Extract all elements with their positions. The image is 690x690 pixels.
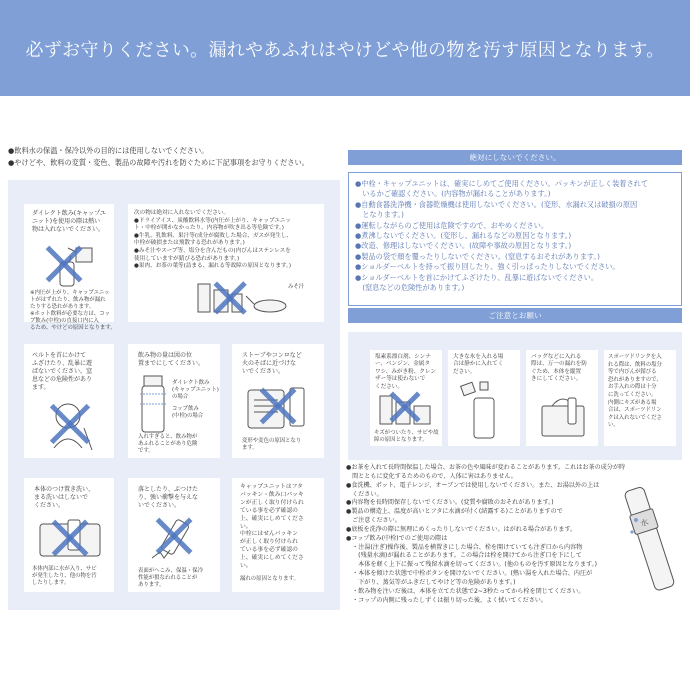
- card-stove-danger: [232, 344, 324, 458]
- card-note-line: 本体内部に水が入り、サビ: [32, 566, 97, 572]
- intro-notes: [8, 145, 338, 168]
- care-item: ・コップの内側に残ったしずくは振り切った後、よく拭いてください。: [346, 596, 547, 604]
- card-text-line: が正しく取り付けられ: [240, 539, 298, 546]
- warning-item: ●製品の袋で顔を覆ったりしないでください。(窒息するおそれがあります。): [355, 251, 600, 261]
- card-text-line: スポーツドリンクを入: [608, 354, 662, 360]
- care-item: ・飲み物を注いだ後は、本体を立てた状態で2~3秒たってから栓を閉じてください。: [346, 587, 585, 595]
- card-note-line: 変形や変色の原因となり: [242, 438, 302, 444]
- card-text-line: ダイレクト飲み(キャップユ: [32, 210, 106, 217]
- care-header: [348, 308, 682, 323]
- card-text-line: 置までにしてください。: [138, 360, 205, 367]
- warning-item: (窒息などの危険性があります。): [355, 283, 465, 293]
- card-text-line: 中栓にはせんパッキン: [240, 531, 298, 538]
- card-text-line: 塩素系漂白剤、シンナ: [375, 354, 431, 360]
- card-text-line: ●牛乳、乳飲料、果汁等(成分が腐敗した場合、ガスが発生し、: [134, 232, 293, 239]
- card-text-line: 等で内びんが錆びる: [608, 369, 657, 376]
- card-note-line: です。: [138, 448, 154, 454]
- card-fill-amount: [128, 344, 220, 458]
- care-item: 間とともに変化するためのもので、人体に害はありません。: [346, 472, 517, 480]
- card-text-line: ●みそ汁やスープ等、塩分を含んだもの(内びんはステンレスを: [134, 247, 291, 254]
- care-item: ●お茶を入れて長時間保温した場合、お茶の色や風味が変わることがあります。これはお茶の成分が時: [346, 464, 626, 471]
- care-item: 本体を軽く上下に振って残留水滴を切ってください。(他のものを汚す原因となります。): [346, 561, 598, 569]
- card-text-line: ●ドライアイス、炭酸飲料水等(内圧が上がり、キャップユニッ: [134, 217, 291, 224]
- care-item: ください。: [346, 490, 383, 498]
- card-text-line: ベルトを首にかけて: [32, 352, 87, 359]
- care-item: (残量水滴)が漏れることがあります。この場合は栓を開けてから注ぎ口を下にして: [346, 552, 582, 560]
- card-text-line: 使用していますが錆びる恐れがあります。): [134, 255, 240, 262]
- tilted-bottle-icon: [622, 480, 680, 600]
- card-text-line: 合は、スポーツドリン: [608, 407, 662, 414]
- prohibited-x-icon: [52, 520, 88, 556]
- card-text-line: まる洗いはしないで: [34, 494, 89, 501]
- card-text-line: 上、確実にしめてくださ: [240, 555, 304, 562]
- bag-icon: [538, 390, 588, 440]
- card-note-line: 入れすぎると、飲み物が: [138, 434, 198, 440]
- care-item: ●内容物を長時間保存しないでください。(変質や腐敗のおそれがあります。): [346, 499, 554, 507]
- card-note-line: 表面がへこみ、保温・保冷: [138, 568, 204, 574]
- card-cap-check: [232, 478, 324, 592]
- card-bag-upright: [526, 350, 598, 446]
- card-note-line: たりする恐れがあります。: [30, 304, 95, 310]
- card-text-line: 次の物は絶対に入れないでください。: [134, 210, 230, 216]
- care-item: ご注意ください。: [346, 517, 401, 525]
- card-prohibited-contents: [128, 204, 324, 322]
- card-text-line: お手入れの際は十分: [608, 384, 657, 391]
- card-text-line: 合は静かに入れてく: [453, 361, 504, 368]
- card-text-line: に洗ってください。: [608, 391, 657, 398]
- card-text-line: ●果肉、お茶の葉等(詰まる、漏れる等故障の原因となります。): [134, 263, 292, 270]
- card-note-line: るため、やけどの原因となります。: [30, 325, 116, 331]
- fill-label: (中栓)の場合: [172, 413, 204, 419]
- card-text-line: い。: [240, 523, 252, 530]
- care-item: ●食洗機、ポット、電子レンジ、オーブンでは使用しないでください。また、お湯以外の上は: [346, 481, 600, 489]
- card-text-line: ト・中栓が開かなかったり、内容物が吹き出る等危険です。): [134, 225, 284, 232]
- card-note-line: トがはずれたり、飲み物が漏れ: [30, 297, 106, 303]
- card-text-line: 内側にキズがある場: [608, 399, 657, 406]
- bottle-fill-level-icon: [138, 374, 168, 434]
- illustrated-cautions-panel: [8, 180, 340, 610]
- card-text-line: きにしてください。: [531, 376, 582, 383]
- card-ice-gently: [448, 350, 520, 446]
- card-text-line: ください。: [375, 383, 403, 390]
- card-note-line: キズがついたり、サビや故: [374, 430, 439, 436]
- card-no-bleach: [370, 350, 442, 446]
- warning-header-text: 絶対にしないでください。: [469, 153, 561, 162]
- card-text-line: ザー等は使わないで: [375, 376, 426, 383]
- warning-item: ●煮沸しないでください。(変形し、漏れるなどの原因となります。): [355, 231, 572, 241]
- prohibited-x-icon: [156, 518, 192, 554]
- card-no-soak-wash: [24, 478, 114, 592]
- intro-line: ●飲料水の保温・保冷以外の目的には使用しないでください。: [8, 146, 209, 155]
- card-text-line: 息などの危険性があり: [32, 376, 93, 383]
- fill-label: (キャップユニット): [172, 387, 219, 393]
- card-text-line: ンが正しく取り付けられ: [240, 499, 304, 506]
- card-text-line: ワシ、みがき粉、クレン: [375, 368, 436, 375]
- card-text-line: 中栓が破損または飛散する恐れがあります。): [134, 240, 245, 247]
- card-text-line: 物は入れないでください。: [32, 226, 105, 233]
- card-text-line: 本体のつけ置き洗い、: [34, 486, 95, 493]
- card-sports-drink: [604, 350, 676, 446]
- care-item: ・注湯(注ぎ)操作後、製品を横置きにした場合、栓を開けていても注ぎ口から内容物: [346, 543, 583, 551]
- card-text-line: ばないでください。窒: [32, 368, 93, 375]
- card-note-line: ます。: [242, 445, 258, 451]
- prohibited-x-icon: [50, 404, 90, 444]
- card-text-line: キャップユニットはフタ: [240, 484, 303, 490]
- card-text-line: い。: [240, 563, 252, 570]
- warning-item: ●ショルダーベルトを持って振り回したり、強く引っぱったりしないでください。: [355, 262, 620, 272]
- warning-item: ●中栓・キャップユニットは、確実にしめてご使用ください。パッキンが正しく装着されて: [355, 179, 649, 188]
- card-text-line: ニット)を使用の際は熱い: [32, 218, 101, 225]
- warning-list-box: [348, 172, 682, 306]
- ice-into-bottle-icon: [458, 380, 510, 440]
- prohibited-x-icon: [390, 392, 420, 422]
- card-note-line: プ飲み(中栓)の直接口内に入: [30, 318, 99, 324]
- warning-item: ●自動食器洗浄機・食器乾燥機は使用しないでください。(変形、水漏れ又は破損の原因: [355, 199, 638, 209]
- care-item: ●コップ飲み(中栓)でのご使用の際は: [346, 534, 448, 542]
- card-text-line: ストーブやコンロなど: [242, 352, 302, 359]
- card-note-line: が発生したり、他の物を汚: [32, 573, 97, 579]
- card-text-line: パッキン・飲み口パッキ: [240, 491, 304, 498]
- care-item: ●製品の構造上、温度が高いとフタに水滴が付く(結露する)ことがありますので: [346, 508, 563, 516]
- warning-banner: [0, 0, 690, 96]
- card-note-line: 障の原因となります。: [374, 437, 428, 443]
- misoshiru-label: みそ汁: [288, 284, 305, 290]
- prohibited-x-icon: [214, 282, 246, 314]
- card-direct-drink: [24, 204, 116, 331]
- care-item: ●底板を洗浄の際に無理にめくったりしないでください。はがれる場合があります。: [346, 525, 577, 533]
- banner-title: 必ずお守りください。漏れやあふれはやけどや他の物を汚す原因となります。: [25, 40, 665, 61]
- fill-label: コップ飲み: [172, 406, 199, 412]
- care-illustrated-panel: [348, 332, 682, 460]
- fill-label: ダイレクト飲み: [172, 380, 210, 386]
- card-text-line: 恐れがありますので、: [608, 376, 662, 383]
- care-item: 下がり、蒸気等がふきだしてやけど等の危険があります。): [346, 578, 516, 586]
- card-text-line: 際は、万一の漏れを防: [531, 361, 587, 368]
- card-text-line: いでください。: [242, 368, 285, 375]
- card-note-line: ※ホット飲料が必要な方は、コッ: [30, 311, 110, 317]
- prohibited-x-icon: [46, 246, 82, 282]
- card-text-line: ている事を必ず確認の: [240, 547, 298, 554]
- card-text-line: いでください。: [138, 502, 181, 509]
- card-note-line: したりします。: [32, 580, 70, 586]
- card-text-line: ださい。: [453, 368, 476, 375]
- card-text-line: 落としたり、ぶつけた: [138, 486, 199, 493]
- card-text-line: い。: [608, 422, 619, 429]
- card-text-line: ます。: [32, 384, 50, 391]
- card-text-line: ぐため、本体を縦置: [531, 368, 582, 375]
- warning-item: ●運転しながらのご使用は危険ですので、おやめください。: [355, 220, 549, 230]
- card-text-line: クは入れないでくださ: [608, 414, 662, 421]
- card-text-line: 飲み物の量は図の位: [138, 352, 193, 359]
- card-note-line: 性能が損なわれることが: [138, 575, 198, 581]
- card-text-line: れる際は、飲料の塩分: [608, 361, 662, 368]
- warning-header: [348, 150, 682, 165]
- card-no-impact: [128, 478, 220, 592]
- warning-item: いるかご確認ください。(内容物が漏れることがあります。): [355, 189, 551, 199]
- card-note-line: あふれることがあり危険: [138, 441, 198, 447]
- prohibited-x-icon: [260, 388, 296, 424]
- card-text-line: 大きな氷を入れる場: [453, 354, 504, 360]
- card-text-line: ている事を必ず確認の: [240, 507, 298, 514]
- warning-item: ●ショルダーベルトを首にかけてふざけたり、乱暴に遊ばないでください。: [355, 272, 599, 282]
- card-note-line: あります。: [138, 582, 165, 588]
- card-text-line: ください。: [34, 502, 65, 509]
- bottle-kanji: 水: [639, 517, 650, 529]
- care-header-text: ご注意とお願い: [488, 311, 542, 320]
- card-text-line: ー、ベンジン、金属タ: [375, 361, 430, 368]
- card-text-line: バッグなどに入れる: [531, 354, 582, 360]
- warning-item: となります。): [355, 210, 404, 220]
- card-note-line: 漏れの原因となります。: [240, 576, 299, 582]
- care-item: ・本体を傾けた状態で中栓ボタンを開けないでください。(熱い湯を入れた場合、内圧が: [346, 570, 593, 578]
- fill-label: の場合: [172, 394, 189, 400]
- card-note-line: ※内圧が上がり、キャップユニッ: [30, 290, 110, 296]
- card-text-line: ふざけたり、乱暴に遊: [32, 360, 93, 367]
- card-text-line: 上、確実にしめてくださ: [240, 515, 304, 522]
- intro-line: ●やけどや、飲料の変質・変色、製品の故障や汚れを防ぐために下記事項をお守りください。: [8, 157, 309, 167]
- card-text-line: り、強い衝撃を与えな: [138, 494, 199, 501]
- card-belt-danger: [24, 344, 114, 458]
- card-text-line: 火のそばに近づけな: [242, 360, 297, 367]
- warning-item: ●改造、修理はしないでください。(故障や事故の原因となります。): [355, 241, 572, 251]
